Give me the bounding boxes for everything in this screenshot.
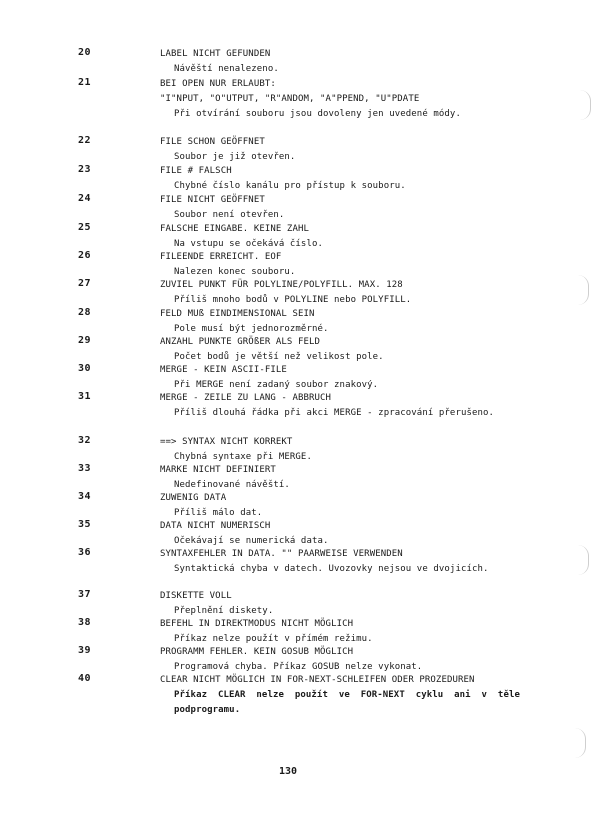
error-number: 35: [78, 519, 92, 530]
german-message: ANZAHL PUNKTE GRÖßER ALS FELD: [160, 337, 321, 347]
error-number: 38: [78, 617, 92, 628]
czech-translation: Chybná syntaxe při MERGE.: [174, 452, 312, 462]
page-number: 130: [279, 766, 298, 777]
czech-translation: Příkaz CLEAR nelze použít ve FOR-NEXT cyklu ani v těle podprogramu.: [174, 690, 520, 715]
german-message: DATA NICHT NUMERISCH: [160, 521, 271, 531]
german-message: ZUWENIG DATA: [160, 493, 227, 503]
german-message: PROGRAMM FEHLER. KEIN GOSUB MÖGLICH: [160, 647, 354, 657]
german-message: MERGE - KEIN ASCII-FILE: [160, 365, 287, 375]
error-number: 34: [78, 491, 92, 502]
error-number: 24: [78, 193, 92, 204]
german-message: FELD MUß EINDIMENSIONAL SEIN: [160, 309, 315, 319]
german-message: BEFEHL IN DIREKTMODUS NICHT MÖGLICH: [160, 619, 354, 629]
czech-translation: Programová chyba. Příkaz GOSUB nelze vykonat.: [174, 662, 423, 672]
german-message: FILE SCHON GEÖFFNET: [160, 137, 265, 147]
czech-translation: Syntaktická chyba v datech. Uvozovky nejsou ve dvojicích.: [174, 564, 489, 574]
error-number: 20: [78, 47, 92, 58]
german-message-line2: "I"NPUT, "O"UTPUT, "R"ANDOM, "A"PPEND, "U"PDATE: [160, 94, 420, 104]
margin-scan-mark: [580, 90, 591, 120]
czech-translation: Nedefinované návěští.: [174, 480, 290, 490]
czech-translation: Počet bodů je větší než velikost pole.: [174, 352, 384, 362]
czech-translation: Na vstupu se očekává číslo.: [174, 239, 323, 249]
german-message: FALSCHE EINGABE. KEINE ZAHL: [160, 224, 309, 234]
margin-scan-mark: [575, 728, 586, 758]
german-message: LABEL NICHT GEFUNDEN: [160, 49, 271, 59]
german-message: BEI OPEN NUR ERLAUBT:: [160, 79, 276, 89]
czech-translation: Přeplnění diskety.: [174, 606, 274, 616]
german-message: ==> SYNTAX NICHT KORREKT: [160, 437, 293, 447]
margin-scan-mark: [578, 275, 589, 305]
error-number: 22: [78, 135, 92, 146]
czech-translation: Při MERGE není zadaný soubor znakový.: [174, 380, 379, 390]
czech-translation: Očekávají se numerická data.: [174, 536, 329, 546]
german-message: FILEENDE ERREICHT. EOF: [160, 252, 282, 262]
czech-translation: Příliš dlouhá řádka při akci MERGE - zpracování přerušeno.: [174, 408, 495, 418]
error-number: 37: [78, 589, 92, 600]
error-number: 28: [78, 307, 92, 318]
german-message: MARKE NICHT DEFINIERT: [160, 465, 276, 475]
error-number: 21: [78, 77, 92, 88]
german-message: FILE # FALSCH: [160, 166, 232, 176]
error-number: 40: [78, 673, 92, 684]
error-number: 31: [78, 391, 92, 402]
czech-translation: Pole musí být jednorozměrné.: [174, 324, 329, 334]
error-number: 39: [78, 645, 92, 656]
czech-translation: Příliš málo dat.: [174, 508, 263, 518]
czech-translation: Nalezen konec souboru.: [174, 267, 296, 277]
error-number: 29: [78, 335, 92, 346]
czech-translation: Soubor je již otevřen.: [174, 152, 296, 162]
german-message: ZUVIEL PUNKT FÜR POLYLINE/POLYFILL. MAX. 128: [160, 280, 403, 290]
czech-translation: Chybné číslo kanálu pro přístup k souboru.: [174, 181, 406, 191]
czech-translation: Při otvírání souboru jsou dovoleny jen uvedené módy.: [174, 109, 461, 119]
czech-translation: Příkaz nelze použít v přímém režimu.: [174, 634, 373, 644]
error-number: 36: [78, 547, 92, 558]
german-message: SYNTAXFEHLER IN DATA. "" PAARWEISE VERWENDEN: [160, 549, 403, 559]
error-number: 26: [78, 250, 92, 261]
czech-translation: Soubor není otevřen.: [174, 210, 285, 220]
error-number: 23: [78, 164, 92, 175]
error-number: 32: [78, 435, 92, 446]
german-message: CLEAR NICHT MÖGLICH IN FOR-NEXT-SCHLEIFEN ODER PROZEDUREN: [160, 675, 475, 685]
german-message: FILE NICHT GEÖFFNET: [160, 195, 265, 205]
czech-translation: Příliš mnoho bodů v POLYLINE nebo POLYFILL.: [174, 295, 412, 305]
error-number: 27: [78, 278, 92, 289]
czech-translation: Návěští nenalezeno.: [174, 64, 279, 74]
error-number: 33: [78, 463, 92, 474]
error-number: 30: [78, 363, 92, 374]
margin-scan-mark: [578, 545, 589, 575]
german-message: DISKETTE VOLL: [160, 591, 232, 601]
error-number: 25: [78, 222, 92, 233]
german-message: MERGE - ZEILE ZU LANG - ABBRUCH: [160, 393, 332, 403]
